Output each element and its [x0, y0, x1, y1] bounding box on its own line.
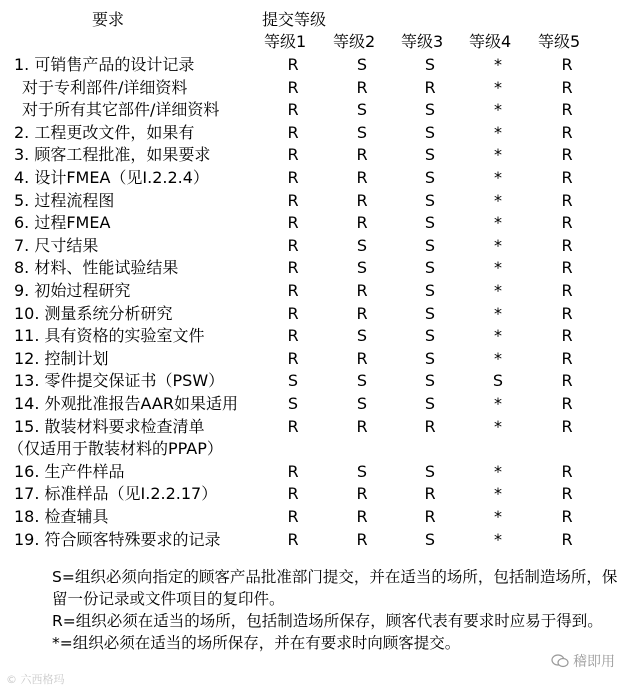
- level-5-value: R: [561, 326, 573, 346]
- level-4-value: *: [494, 258, 502, 278]
- level-5-value: R: [561, 348, 573, 368]
- level-2-value: R: [356, 145, 368, 165]
- requirement-label: 2. 工程更改文件，如果有: [14, 122, 195, 142]
- level-1-value: S: [287, 371, 299, 391]
- requirement-label: 10. 测量系统分析研究: [14, 303, 173, 323]
- requirement-label: 4. 设计FMEA（见Ⅰ.2.2.4）: [14, 168, 209, 187]
- table-row: [0, 348, 629, 370]
- level-4-value: *: [494, 145, 502, 165]
- level-5-value: R: [561, 55, 573, 74]
- level-1-value: R: [287, 484, 299, 504]
- level-2-value: S: [356, 122, 368, 142]
- level-5-value: R: [561, 100, 573, 120]
- level-2-value: R: [356, 416, 368, 436]
- table-row: [0, 99, 629, 121]
- requirement-header: 要求: [92, 10, 125, 29]
- level-4-value: *: [494, 394, 502, 413]
- level-3-value: S: [424, 258, 436, 278]
- requirement-label: 12. 控制计划: [14, 348, 109, 368]
- table-row: [0, 122, 629, 144]
- level-1-value: R: [287, 145, 299, 165]
- level-4-value: *: [494, 100, 502, 120]
- level-1-value: R: [287, 281, 299, 300]
- level-2-value: R: [356, 281, 368, 300]
- legend-note-star: *=组织必须在适当的场所保存，并在有要求时向顾客提交。: [52, 634, 461, 652]
- table-row: [0, 529, 629, 551]
- level-3-value: S: [424, 235, 436, 255]
- level-4-header: 等级4: [469, 32, 512, 51]
- table-row: [0, 235, 629, 257]
- level-3-value: S: [424, 371, 436, 391]
- requirement-label: 对于所有其它部件/详细资料: [22, 100, 220, 120]
- level-1-value: R: [287, 461, 299, 481]
- level-3-value: S: [424, 190, 436, 210]
- level-1-value: R: [287, 258, 299, 278]
- legend-notes: [52, 566, 622, 654]
- requirement-label: 7. 尺寸结果: [14, 235, 99, 255]
- level-5-value: R: [561, 371, 573, 391]
- watermark-right: [551, 651, 615, 671]
- level-3-value: S: [424, 326, 436, 346]
- requirement-label: 8. 材料、性能试验结果: [14, 258, 179, 278]
- level-2-value: R: [356, 190, 368, 210]
- level-1-value: R: [287, 55, 299, 74]
- table-row: [0, 280, 629, 302]
- table-row: [0, 461, 629, 483]
- requirement-label: 13. 零件提交保证书（PSW）: [14, 371, 225, 391]
- level-5-value: R: [561, 461, 573, 481]
- level-3-value: R: [424, 507, 436, 526]
- level-4-value: S: [492, 371, 504, 391]
- level-3-value: S: [424, 145, 436, 165]
- level-2-value: S: [356, 326, 368, 346]
- level-5-value: R: [561, 213, 573, 233]
- level-4-value: *: [494, 190, 502, 210]
- level-1-value: R: [287, 122, 299, 142]
- level-1-value: R: [287, 326, 299, 346]
- table-row: [0, 393, 629, 415]
- level-4-value: *: [494, 168, 502, 187]
- level-1-value: R: [287, 235, 299, 255]
- level-1-value: R: [287, 416, 299, 436]
- level-4-value: *: [494, 529, 502, 549]
- level-3-value: S: [424, 281, 436, 300]
- level-3-value: S: [424, 303, 436, 323]
- level-2-value: S: [356, 394, 368, 413]
- level-2-value: R: [356, 77, 368, 97]
- requirement-label: 17. 标准样品（见Ⅰ.2.2.17）: [14, 484, 218, 504]
- level-5-value: R: [561, 190, 573, 210]
- table-row: [0, 144, 629, 166]
- submission-levels-header: 提交等级: [262, 10, 327, 29]
- level-3-header: 等级3: [401, 32, 444, 51]
- level-3-value: S: [424, 394, 436, 413]
- table-row: [0, 325, 629, 347]
- level-5-value: R: [561, 281, 573, 300]
- table-row: [0, 370, 629, 392]
- level-5-value: R: [561, 168, 573, 187]
- level-2-value: R: [356, 529, 368, 549]
- level-5-value: R: [561, 529, 573, 549]
- level-2-value: R: [356, 484, 368, 504]
- table-row: [0, 416, 629, 438]
- level-4-value: *: [494, 484, 502, 504]
- level-4-value: *: [494, 77, 502, 97]
- level-3-value: S: [424, 100, 436, 120]
- level-5-value: R: [561, 77, 573, 97]
- requirement-label: 14. 外观批准报告AAR如果适用: [14, 394, 238, 413]
- level-3-value: R: [424, 416, 436, 436]
- requirement-label: 11. 具有资格的实验室文件: [14, 326, 205, 346]
- table-row: [0, 212, 629, 234]
- table-row: [0, 438, 629, 460]
- requirement-label: 5. 过程流程图: [14, 190, 115, 210]
- level-4-value: *: [494, 281, 502, 300]
- table-row: [0, 77, 629, 99]
- level-4-value: *: [494, 213, 502, 233]
- level-5-value: R: [561, 303, 573, 323]
- level-5-value: R: [561, 258, 573, 278]
- level-3-value: S: [424, 55, 436, 74]
- level-5-value: R: [561, 394, 573, 413]
- table-row: [0, 54, 629, 76]
- level-1-value: R: [287, 168, 299, 187]
- level-4-value: *: [494, 326, 502, 346]
- requirement-label: 对于专利部件/详细资料: [22, 77, 188, 97]
- level-5-value: R: [561, 416, 573, 436]
- level-1-value: R: [287, 77, 299, 97]
- level-3-value: S: [424, 213, 436, 233]
- requirement-label: 6. 过程FMEA: [14, 213, 111, 233]
- requirement-label: 16. 生产件样品: [14, 461, 125, 481]
- level-5-value: R: [561, 145, 573, 165]
- level-2-value: R: [356, 168, 368, 187]
- wechat-icon: [551, 654, 569, 668]
- table-row: [0, 303, 629, 325]
- level-4-value: *: [494, 416, 502, 436]
- requirement-label: 9. 初始过程研究: [14, 281, 131, 300]
- level-4-value: *: [494, 507, 502, 526]
- level-3-value: S: [424, 461, 436, 481]
- level-1-value: R: [287, 190, 299, 210]
- level-2-value: S: [356, 258, 368, 278]
- level-2-value: R: [356, 303, 368, 323]
- level-3-value: S: [424, 348, 436, 368]
- level-1-value: R: [287, 303, 299, 323]
- level-3-value: R: [424, 484, 436, 504]
- watermark-left: © 六西格玛: [6, 673, 65, 686]
- level-3-value: S: [424, 168, 436, 187]
- level-5-value: R: [561, 122, 573, 142]
- level-5-value: R: [561, 235, 573, 255]
- level-4-value: *: [494, 348, 502, 368]
- level-3-value: R: [424, 77, 436, 97]
- level-2-value: S: [356, 55, 368, 74]
- level-1-value: R: [287, 529, 299, 549]
- level-5-value: R: [561, 507, 573, 526]
- requirement-label: 3. 顾客工程批准，如果要求: [14, 145, 211, 165]
- table-row: [0, 167, 629, 189]
- level-2-value: S: [356, 235, 368, 255]
- watermark-right-text: 稽即用: [573, 654, 615, 670]
- level-2-header: 等级2: [333, 32, 376, 51]
- requirement-label: 19. 符合顾客特殊要求的记录: [14, 529, 221, 549]
- level-1-value: R: [287, 507, 299, 526]
- table-row: [0, 257, 629, 279]
- requirement-label: 15. 散装材料要求检查清单: [14, 416, 205, 436]
- level-2-value: S: [356, 371, 368, 391]
- legend-note-r: R=组织必须在适当的场所，包括制造场所保存，顾客代表有要求时应易于得到。: [52, 612, 603, 630]
- level-4-value: *: [494, 122, 502, 142]
- level-1-value: R: [287, 100, 299, 120]
- table-row: [0, 483, 629, 505]
- level-2-value: S: [356, 100, 368, 120]
- requirement-label: 1. 可销售产品的设计记录: [14, 55, 195, 74]
- requirement-label: 18. 检查辅具: [14, 507, 109, 526]
- level-1-header: 等级1: [264, 32, 307, 51]
- requirement-label: （仅适用于散装材料的PPAP）: [8, 439, 223, 459]
- level-4-value: *: [494, 303, 502, 323]
- level-3-value: S: [424, 122, 436, 142]
- table-row: [0, 190, 629, 212]
- level-4-value: *: [494, 235, 502, 255]
- level-1-value: R: [287, 213, 299, 233]
- legend-note-s: S=组织必须向指定的顾客产品批准部门提交，并在适当的场所，包括制造场所，保留一份记录或文件项目的复印件。: [52, 568, 618, 608]
- level-1-value: S: [287, 394, 299, 413]
- level-4-value: *: [494, 55, 502, 74]
- level-4-value: *: [494, 461, 502, 481]
- level-5-value: R: [561, 484, 573, 504]
- level-5-header: 等级5: [538, 32, 581, 51]
- level-3-value: S: [424, 529, 436, 549]
- level-2-value: R: [356, 348, 368, 368]
- level-2-value: S: [356, 461, 368, 481]
- table-row: [0, 506, 629, 528]
- level-2-value: R: [356, 213, 368, 233]
- level-2-value: R: [356, 507, 368, 526]
- level-1-value: R: [287, 348, 299, 368]
